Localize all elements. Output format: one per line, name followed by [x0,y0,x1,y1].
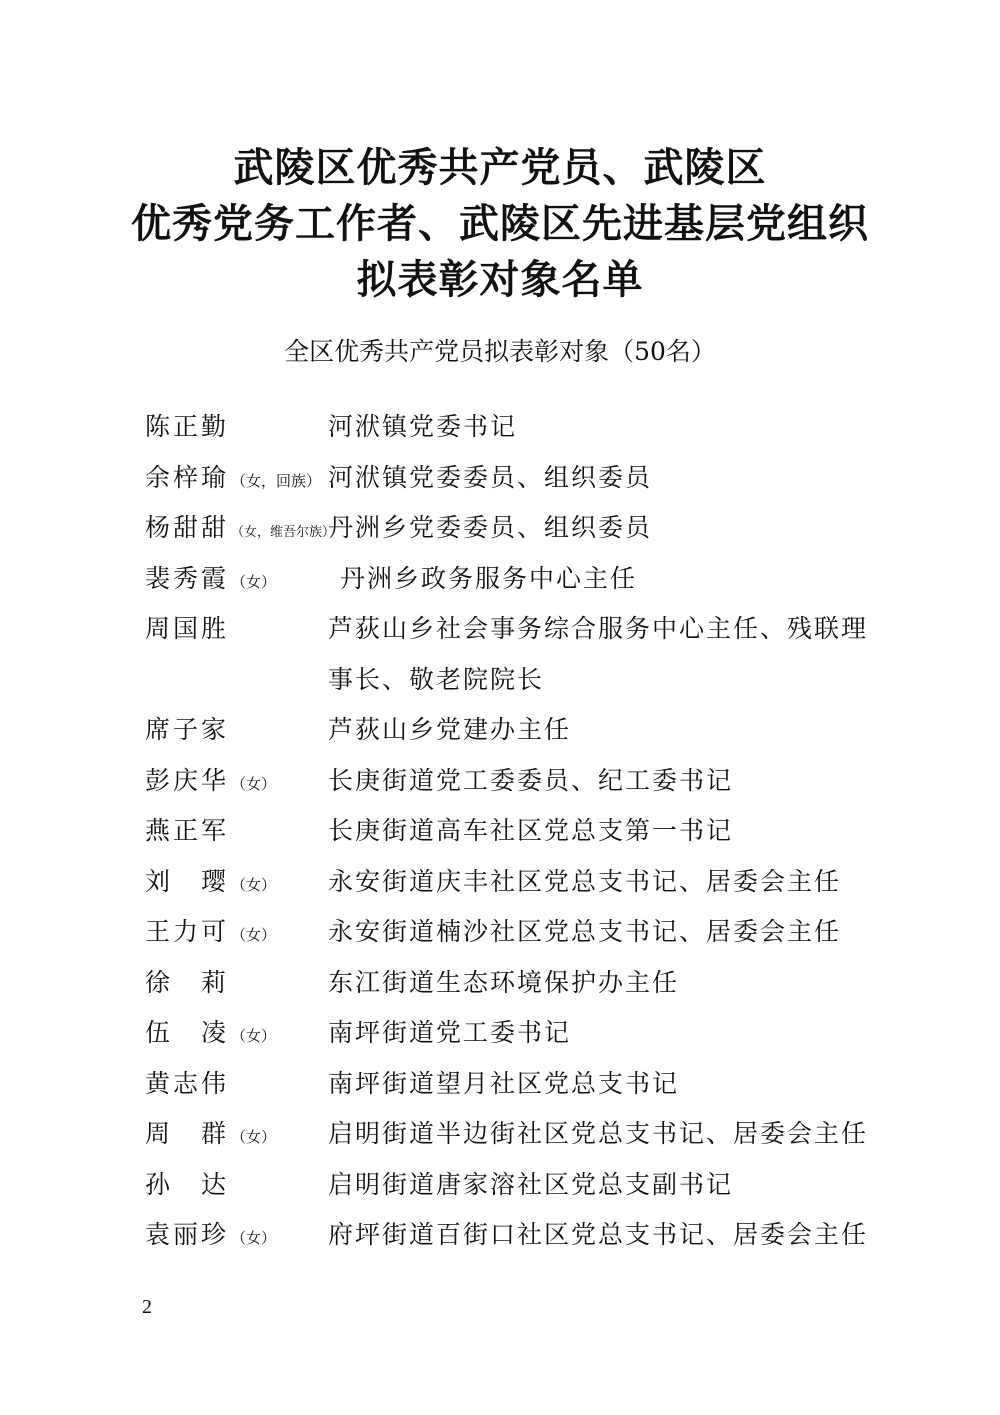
list-item [145,1160,875,1211]
honoree-note: （女） [231,875,277,894]
honoree-note: （女） [231,774,277,793]
list-item [145,1059,875,1110]
honoree-note: （女） [231,1027,277,1045]
honoree-note: （女） [231,1128,277,1146]
honoree-note: （女） [231,926,277,944]
list-item [145,806,875,857]
list-item [145,907,875,958]
honoree-name: 徐 莉 [145,967,230,997]
honoree-name: 杨甜甜 （女，维吾尔族） [145,513,336,542]
honoree-role: 南坪街道望月社区党总支书记 [328,1068,680,1098]
document-title [0,140,1000,308]
honoree-role: 东江街道生态环境保护办主任 [328,967,680,997]
honoree-role: 长庚街道高车社区党总支第一书记 [328,816,734,845]
list-item [145,503,875,554]
honoree-name: 黄志伟 [145,1068,230,1098]
honoree-name: 彭庆华 （女） [145,765,277,795]
list-item [145,857,875,908]
honoree-name: 周国胜 [145,614,230,643]
honoree-name: 余梓瑜 （女，回族） [145,462,322,492]
honoree-role: 启明街道唐家溶社区党总支副书记 [328,1169,734,1199]
honoree-name: 周 群 （女） [145,1119,277,1148]
honoree-name: 燕正军 [145,816,230,845]
list-item [145,402,875,453]
honoree-role: 长庚街道党工委委员、纪工委书记 [328,765,734,795]
honoree-role: 芦荻山乡党建办主任 [328,715,572,744]
honoree-role: 河洑镇党委书记 [328,412,518,441]
honoree-role: 府坪街道百街口社区党总支书记、居委会主任 [328,1220,869,1249]
list-item [145,1109,875,1160]
list-item [145,1210,875,1261]
honoree-note: （女） [231,572,277,591]
honoree-name: 陈正勤 [145,412,230,441]
title-line-1: 武陵区优秀共产党员、武陵区 [233,145,767,191]
title-line-3: 拟表彰对象名单 [356,257,644,303]
honoree-role: 启明街道半边街社区党总支书记、居委会主任 [328,1119,869,1148]
honoree-name: 孙 达 [145,1169,230,1199]
honoree-list [145,402,875,1261]
honoree-role: 芦荻山乡社会事务综合服务中心主任、残联理事长、敬老院院长 [328,614,869,694]
section-subtitle: 全区优秀共产党员拟表彰对象（50名） [284,337,716,366]
honoree-role: 永安街道楠沙社区党总支书记、居委会主任 [328,917,842,946]
honoree-note: （女，回族） [231,471,322,490]
honoree-name: 席子家 [145,715,230,744]
list-item [145,756,875,807]
honoree-note: （女） [231,1229,277,1247]
honoree-role: 南坪街道党工委书记 [328,1018,572,1047]
list-item [145,604,875,705]
list-item [145,1008,875,1059]
list-item [145,705,875,756]
honoree-role: 永安街道庆丰社区党总支书记、居委会主任 [328,866,842,896]
honoree-role: 丹洲乡政务服务中心主任 [340,563,638,593]
title-line-2: 优秀党务工作者、武陵区先进基层党组织 [131,201,869,247]
honoree-name: 伍 凌 （女） [145,1018,277,1047]
honoree-name: 刘 璎 （女） [145,866,277,896]
page-number: 2 [142,1296,152,1318]
honoree-note: （女，维吾尔族） [231,525,336,540]
honoree-role: 丹洲乡党委委员、组织委员 [328,513,653,542]
list-item [145,453,875,504]
list-item [145,554,875,605]
honoree-name: 裴秀霞 （女） [145,563,277,593]
list-item [145,958,875,1009]
honoree-name: 袁丽珍 （女） [145,1220,277,1249]
honoree-role: 河洑镇党委委员、组织委员 [328,462,653,492]
honoree-name: 王力可 （女） [145,917,277,946]
